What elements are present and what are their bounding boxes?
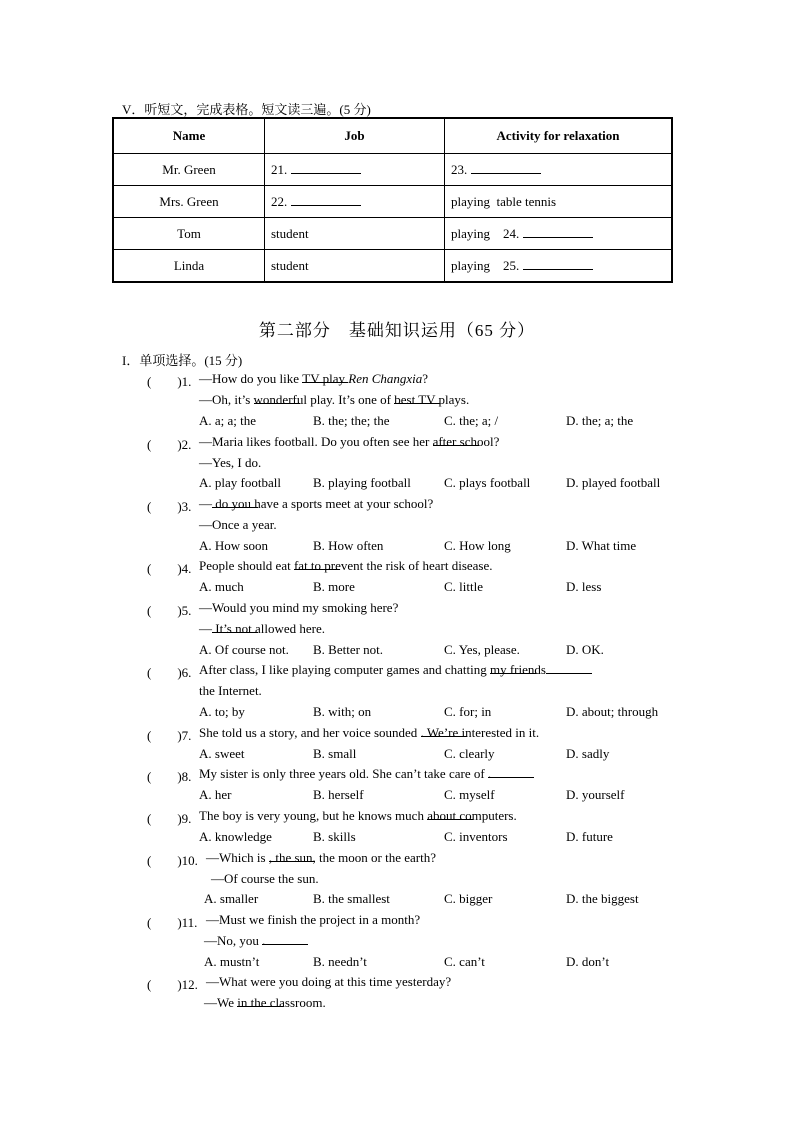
question-6: [0, 662, 794, 683]
option-c[interactable]: C. plays football: [444, 475, 531, 490]
option-b[interactable]: B. playing football: [313, 475, 411, 490]
question-number[interactable]: ( )1.: [147, 374, 192, 389]
option-b[interactable]: B. more: [313, 579, 355, 594]
option-c[interactable]: C. the; a; /: [444, 413, 499, 428]
question-4: [0, 558, 794, 579]
option-d[interactable]: D. played football: [566, 475, 661, 490]
option-a[interactable]: A. knowledge: [199, 829, 272, 844]
table-row: [113, 186, 672, 218]
question-stem-line2: —We in the classroom.: [204, 995, 326, 1010]
option-d[interactable]: D. OK.: [566, 642, 604, 657]
option-b[interactable]: B. with; on: [313, 704, 372, 719]
question-number[interactable]: ( )2.: [147, 437, 192, 452]
question-5-options: [0, 642, 794, 663]
cell-name: Mr. Green: [113, 154, 265, 186]
option-c[interactable]: C. How long: [444, 538, 511, 553]
option-d[interactable]: D. yourself: [566, 787, 625, 802]
option-b[interactable]: B. herself: [313, 787, 364, 802]
cell-activity[interactable]: [445, 250, 673, 283]
question-stem: —Maria likes football. Do you often see her after school?: [199, 434, 500, 449]
option-a[interactable]: A. Of course not.: [199, 642, 289, 657]
cell-name: Mrs. Green: [113, 186, 265, 218]
option-b[interactable]: B. Better not.: [313, 642, 384, 657]
blank-number: 21.: [271, 161, 288, 177]
question-12: [0, 974, 794, 995]
option-d[interactable]: D. the; a; the: [566, 413, 634, 428]
question-stem: She told us a story, and her voice sounded . We’re interested in it.: [199, 725, 540, 740]
question-9: [0, 808, 794, 829]
question-stem-line2: —Of course the sun.: [211, 871, 319, 886]
question-3-options: [0, 538, 794, 559]
option-c[interactable]: C. little: [444, 579, 483, 594]
question-3: [0, 496, 794, 517]
question-9-options: [0, 829, 794, 850]
option-d[interactable]: D. don’t: [566, 954, 610, 969]
blank-number: 22.: [271, 193, 288, 209]
question-stem: After class, I like playing computer games and chatting my friends: [199, 662, 546, 678]
question-10: [0, 850, 794, 871]
question-number[interactable]: ( )12.: [147, 977, 198, 992]
cell-activity[interactable]: [445, 218, 673, 250]
option-b[interactable]: B. skills: [313, 829, 356, 844]
question-5: [0, 600, 794, 621]
cell-activity: playing table tennis: [445, 186, 673, 218]
question-stem-line2: — It’s not allowed here.: [199, 621, 325, 636]
question-stem-line2: —Oh, it’s wonderful play. It’s one of best TV plays.: [199, 392, 470, 407]
question-number[interactable]: ( )4.: [147, 561, 192, 576]
answer-blank: [212, 496, 258, 508]
question-1-options: [0, 413, 794, 434]
part-2-title: 第二部分 基础知识运用（65 分）: [258, 321, 536, 340]
option-a[interactable]: A. a; a; the: [199, 413, 257, 428]
option-d[interactable]: D. the biggest: [566, 891, 639, 906]
question-stem: —How do you like TV play Ren Changxia?: [199, 371, 429, 386]
option-c[interactable]: C. myself: [444, 787, 495, 802]
option-d[interactable]: D. future: [566, 829, 613, 844]
table-row: [113, 218, 672, 250]
question-8-options: [0, 787, 794, 808]
question-1-line2: [0, 392, 794, 413]
cell-name: Linda: [113, 250, 265, 283]
option-a[interactable]: A. play football: [199, 475, 281, 490]
question-2: [0, 434, 794, 455]
question-stem-line2: —No, you .: [204, 933, 265, 949]
option-c[interactable]: C. clearly: [444, 746, 495, 761]
option-b[interactable]: B. the smallest: [313, 891, 390, 906]
answer-blank[interactable]: [291, 194, 361, 206]
question-number[interactable]: ( )9.: [147, 811, 192, 826]
answer-blank: [302, 371, 348, 383]
question-8: [0, 766, 794, 787]
section-5-title: V．听短文，完成表格。短文读三遍。(5 分): [122, 102, 371, 117]
option-c[interactable]: C. Yes, please.: [444, 642, 520, 657]
question-7-options: [0, 746, 794, 767]
option-d[interactable]: D. sadly: [566, 746, 610, 761]
cell-job[interactable]: [265, 186, 445, 218]
question-number[interactable]: ( )11.: [147, 915, 198, 930]
question-number[interactable]: ( )10.: [147, 853, 198, 868]
option-c[interactable]: C. bigger: [444, 891, 493, 906]
option-a[interactable]: A. to; by: [199, 704, 245, 719]
listening-table: [112, 117, 673, 283]
option-b[interactable]: B. the; the; the: [313, 413, 390, 428]
blank-number: 23.: [451, 161, 468, 177]
question-2-options: [0, 475, 794, 496]
question-number[interactable]: ( )6.: [147, 665, 192, 680]
question-number[interactable]: ( )8.: [147, 769, 192, 784]
header-activity: Activity for relaxation: [445, 118, 673, 154]
question-stem-line2: the Internet.: [199, 683, 262, 698]
option-a[interactable]: A. mustn’t: [204, 954, 260, 969]
question-stem: The boy is very young, but he knows much about computers.: [199, 808, 517, 823]
answer-blank: [254, 392, 300, 404]
question-10-options: [0, 891, 794, 912]
option-b[interactable]: B. needn’t: [313, 954, 367, 969]
answer-blank: [262, 933, 308, 945]
answer-blank[interactable]: [291, 162, 361, 174]
question-stem: —Must we finish the project in a month?: [206, 912, 421, 927]
answer-blank: [546, 662, 592, 674]
answer-blank[interactable]: [523, 258, 593, 270]
option-b[interactable]: B. small: [313, 746, 357, 761]
answer-blank: [490, 662, 536, 674]
answer-blank: [421, 725, 467, 737]
option-c[interactable]: C. inventors: [444, 829, 508, 844]
answer-blank: [212, 621, 258, 633]
question-11-options: [0, 954, 794, 975]
question-stem-line2: —Yes, I do.: [199, 455, 262, 470]
answer-blank: [427, 808, 473, 820]
question-7: [0, 725, 794, 746]
question-1: [0, 371, 794, 392]
answer-blank: [237, 995, 283, 1007]
answer-blank: [433, 434, 479, 446]
answer-blank: [269, 850, 315, 862]
option-a[interactable]: A. smaller: [204, 891, 259, 906]
question-number[interactable]: ( )7.: [147, 728, 192, 743]
option-b[interactable]: B. How often: [313, 538, 384, 553]
header-job: Job: [265, 118, 445, 154]
option-a[interactable]: A. sweet: [199, 746, 245, 761]
blank-number: playing 25.: [451, 257, 520, 273]
answer-blank: [394, 392, 440, 404]
question-stem: —Would you mind my smoking here?: [199, 600, 399, 615]
option-d[interactable]: D. about; through: [566, 704, 659, 719]
question-stem: My sister is only three years old. She can’t take care of .: [199, 766, 491, 782]
option-d[interactable]: D. less: [566, 579, 602, 594]
question-stem: — do you have a sports meet at your school?: [199, 496, 434, 511]
question-number[interactable]: ( )5.: [147, 603, 192, 618]
answer-blank[interactable]: [471, 162, 541, 174]
question-4-options: [0, 579, 794, 600]
table-header-row: [113, 118, 672, 154]
cell-job: student: [265, 250, 445, 283]
question-number[interactable]: ( )3.: [147, 499, 192, 514]
question-stem: —What were you doing at this time yesterday?: [206, 974, 452, 989]
answer-blank[interactable]: [523, 226, 593, 238]
cell-name: Tom: [113, 218, 265, 250]
section-1-title: I．单项选择。(15 分): [122, 353, 243, 368]
cell-job[interactable]: [265, 154, 445, 186]
option-a[interactable]: A. her: [199, 787, 232, 802]
blank-number: playing 24.: [451, 225, 520, 241]
cell-job: student: [265, 218, 445, 250]
question-stem: People should eat fat to prevent the risk of heart disease.: [199, 558, 493, 573]
answer-blank: [294, 558, 340, 570]
question-6-options: [0, 704, 794, 725]
table-row: [113, 154, 672, 186]
option-c[interactable]: C. for; in: [444, 704, 492, 719]
question-11: [0, 912, 794, 933]
option-c[interactable]: C. can’t: [444, 954, 485, 969]
cell-activity[interactable]: [445, 154, 673, 186]
option-d[interactable]: D. What time: [566, 538, 637, 553]
option-a[interactable]: A. How soon: [199, 538, 268, 553]
answer-blank: [488, 766, 534, 778]
header-name: Name: [113, 118, 265, 154]
option-a[interactable]: A. much: [199, 579, 244, 594]
question-stem: —Which is , the sun, the moon or the earth?: [206, 850, 436, 865]
question-stem-line2: —Once a year.: [199, 517, 277, 532]
table-row: [113, 250, 672, 283]
